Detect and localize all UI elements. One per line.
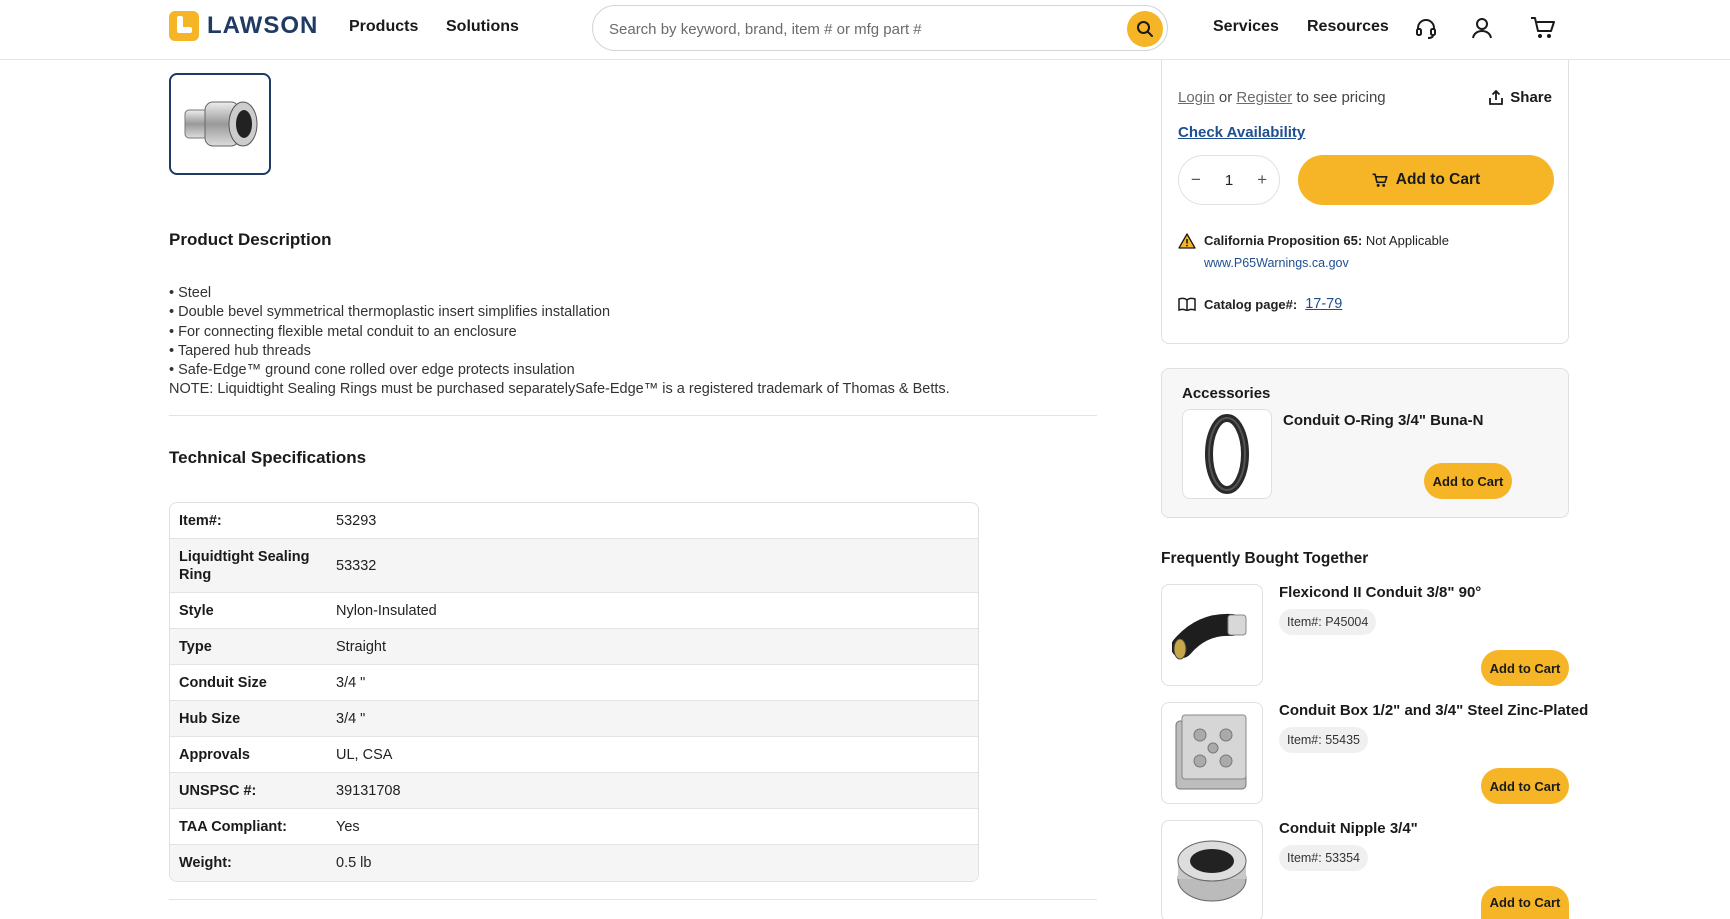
- spec-value: Nylon-Insulated: [336, 602, 437, 619]
- spec-label: UNSPSC #:: [179, 782, 257, 799]
- cart-icon: [1530, 16, 1556, 40]
- spec-row: [170, 845, 978, 881]
- prop65-link[interactable]: www.P65Warnings.ca.gov: [1204, 256, 1349, 270]
- spec-row: [170, 737, 978, 773]
- fbt-item-number: Item#: P45004: [1279, 609, 1376, 635]
- fbt-item-number: Item#: 53354: [1279, 845, 1368, 871]
- spec-label: Approvals: [179, 746, 250, 763]
- spec-row: [170, 701, 978, 737]
- nav-services[interactable]: Services: [1213, 18, 1279, 35]
- fbt-add-to-cart-button[interactable]: Add to Cart: [1481, 768, 1569, 804]
- qty-increment-button[interactable]: +: [1257, 170, 1268, 189]
- catalog-label: Catalog page#:: [1204, 296, 1298, 312]
- description-line: • Safe-Edge™ ground cone rolled over edge protects insulation: [169, 362, 575, 379]
- section-divider: [169, 415, 1097, 416]
- share-icon: [1488, 90, 1504, 106]
- connector-image: [179, 88, 261, 160]
- support-button[interactable]: [1412, 14, 1440, 42]
- account-button[interactable]: [1468, 14, 1496, 42]
- spec-row: [170, 629, 978, 665]
- spec-label: Liquidtight Sealing Ring: [179, 548, 310, 583]
- add-to-cart-button[interactable]: [1298, 155, 1554, 205]
- spec-row: [170, 539, 978, 593]
- description-note: NOTE: Liquidtight Sealing Rings must be purchased separatelySafe-Edge™ is a registered trademark of Thomas & Betts.: [169, 381, 950, 398]
- search-input[interactable]: [609, 16, 1089, 42]
- buy-box: [1161, 60, 1569, 344]
- prop65-notice: [1178, 230, 1449, 274]
- see-pricing-text: to see pricing: [1296, 89, 1386, 106]
- fbt-product-image[interactable]: [1161, 820, 1263, 919]
- product-description: [169, 284, 950, 400]
- spec-value: 53332: [336, 557, 377, 574]
- conduit-nipple-image: [1172, 831, 1252, 911]
- product-description-title: Product Description: [169, 230, 332, 249]
- fbt-title: Frequently Bought Together: [1161, 550, 1369, 567]
- spec-value: 39131708: [336, 782, 401, 799]
- conduit-box-image: [1170, 711, 1254, 795]
- fbt-product-name[interactable]: Flexicond II Conduit 3/8" 90°: [1279, 584, 1482, 601]
- cart-icon: [1372, 173, 1388, 188]
- elbow-connector-image: [1172, 605, 1252, 665]
- headset-icon: [1414, 16, 1438, 40]
- nav-products[interactable]: Products: [349, 18, 419, 35]
- accessories-card: [1161, 368, 1569, 518]
- spec-value: 3/4 ": [336, 674, 366, 691]
- spec-label: Hub Size: [179, 710, 241, 727]
- book-icon: [1178, 297, 1196, 311]
- nav-resources[interactable]: Resources: [1307, 18, 1389, 35]
- prop65-label: California Proposition 65:: [1204, 233, 1363, 248]
- spec-row: [170, 593, 978, 629]
- qty-decrement-button[interactable]: −: [1190, 170, 1201, 189]
- product-thumbnail[interactable]: [169, 73, 271, 175]
- spec-row: [170, 665, 978, 701]
- spec-value: Yes: [336, 818, 360, 835]
- spec-label: Conduit Size: [179, 674, 267, 691]
- description-line: • Double bevel symmetrical thermoplastic insert simplifies installation: [169, 304, 611, 321]
- spec-label: Weight:: [179, 855, 232, 871]
- search-icon: [1136, 20, 1154, 38]
- fbt-item-number: Item#: 55435: [1279, 727, 1368, 753]
- spec-label: TAA Compliant:: [179, 818, 287, 835]
- add-to-cart-label: Add to Cart: [1395, 171, 1481, 188]
- description-line: • For connecting flexible metal conduit to an enclosure: [169, 323, 517, 340]
- fbt-product-name[interactable]: Conduit Nipple 3/4": [1279, 820, 1418, 837]
- catalog-page-link[interactable]: 17-79: [1305, 296, 1343, 312]
- fbt-product-name[interactable]: Conduit Box 1/2" and 3/4" Steel Zinc-Plated: [1279, 702, 1589, 719]
- logo-mark-icon: [169, 11, 199, 41]
- share-button[interactable]: [1488, 89, 1552, 106]
- cart-button[interactable]: [1529, 14, 1557, 42]
- spec-value: Straight: [336, 638, 386, 655]
- quantity-stepper: [1178, 155, 1280, 205]
- search-button[interactable]: [1127, 11, 1163, 47]
- fbt-product-image[interactable]: [1161, 584, 1263, 686]
- search-bar: [592, 5, 1168, 51]
- spec-row: [170, 809, 978, 845]
- section-divider: [169, 899, 1097, 900]
- user-icon: [1470, 16, 1494, 40]
- register-link[interactable]: Register: [1236, 89, 1293, 106]
- prop65-value: Not Applicable: [1365, 233, 1449, 248]
- site-header: [0, 0, 1730, 60]
- accessory-add-to-cart-button[interactable]: Add to Cart: [1424, 463, 1512, 499]
- technical-specifications-title: Technical Specifications: [169, 448, 367, 467]
- fbt-add-to-cart-button[interactable]: Add to Cart: [1481, 886, 1569, 919]
- spec-label: Item#:: [179, 512, 222, 529]
- spec-label: Style: [179, 602, 214, 619]
- fbt-product-image[interactable]: [1161, 702, 1263, 804]
- accessories-title: Accessories: [1182, 385, 1271, 402]
- warning-icon: [1178, 233, 1196, 249]
- description-line: • Tapered hub threads: [169, 342, 311, 359]
- spec-row: [170, 503, 978, 539]
- fbt-add-to-cart-button[interactable]: Add to Cart: [1481, 650, 1569, 686]
- accessory-name[interactable]: Conduit O-Ring 3/4" Buna-N: [1283, 412, 1484, 429]
- check-availability-link[interactable]: Check Availability: [1178, 124, 1306, 141]
- spec-value: 3/4 ": [336, 710, 366, 727]
- o-ring-image: [1202, 414, 1252, 494]
- accessory-image[interactable]: [1182, 409, 1272, 499]
- spec-value: 0.5 lb: [336, 855, 372, 871]
- description-line: • Steel: [169, 285, 212, 301]
- spec-value: 53293: [336, 512, 377, 529]
- lawson-logo[interactable]: [169, 11, 318, 41]
- spec-value: UL, CSA: [336, 746, 393, 763]
- pricing-login-line: [1178, 89, 1386, 106]
- spec-label: Type: [179, 638, 212, 655]
- share-label: Share: [1510, 89, 1552, 106]
- catalog-page: [1178, 296, 1342, 312]
- spec-row: [170, 773, 978, 809]
- qty-value[interactable]: 1: [1224, 171, 1234, 189]
- spec-table: [169, 502, 979, 882]
- login-link[interactable]: Login: [1178, 89, 1215, 106]
- or-text: or: [1218, 89, 1233, 106]
- logo-text: LAWSON: [207, 12, 319, 39]
- nav-solutions[interactable]: Solutions: [446, 18, 519, 35]
